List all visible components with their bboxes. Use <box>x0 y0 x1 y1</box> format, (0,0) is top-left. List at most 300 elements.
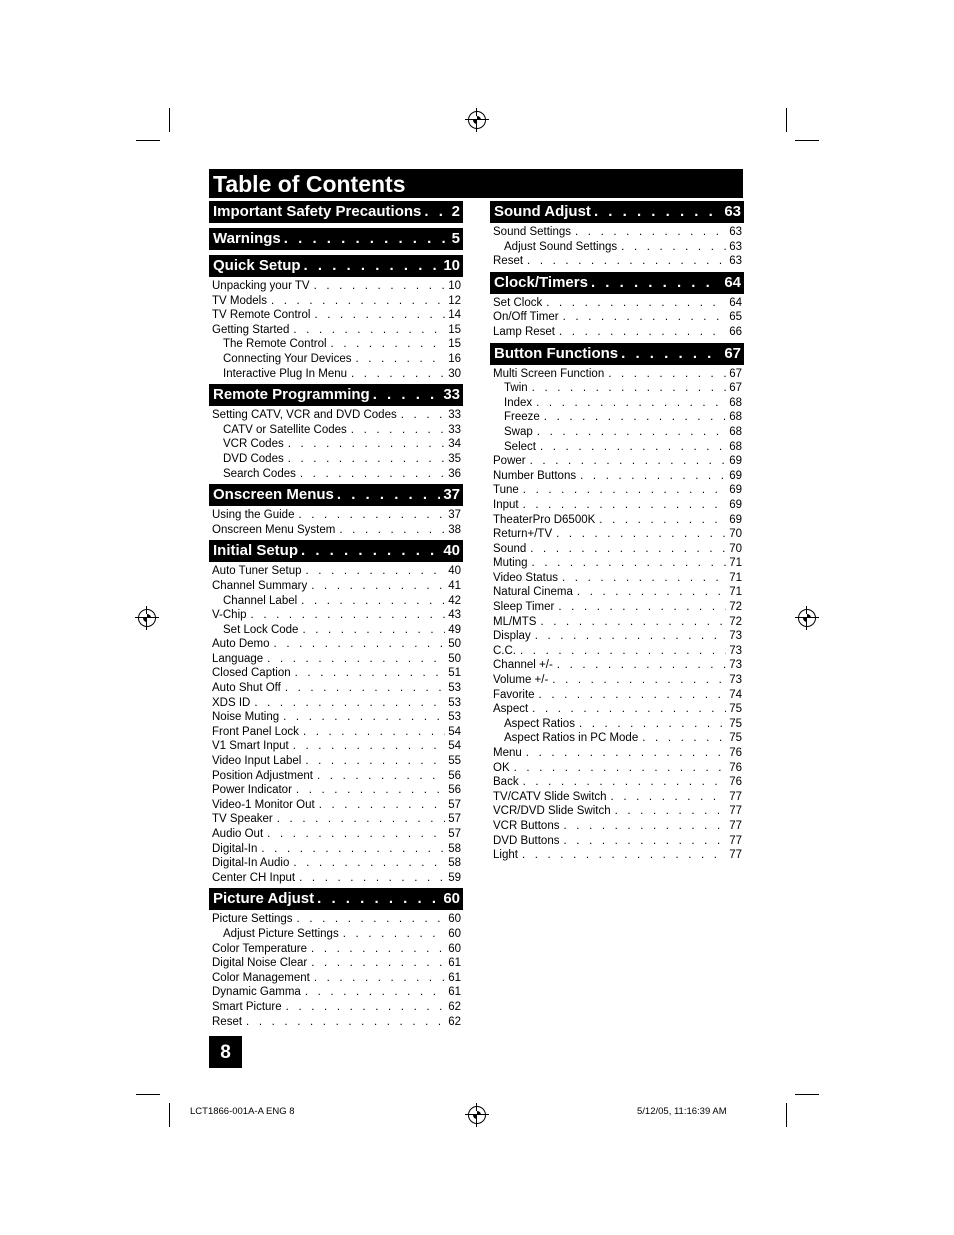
entry-label: Auto Shut Off <box>212 682 281 695</box>
entry-page: 75 <box>729 703 742 716</box>
entry-label: Adjust Sound Settings <box>504 240 618 253</box>
entry-label: Set Clock <box>493 296 543 309</box>
entry-label: Select <box>504 440 536 453</box>
toc-entry[interactable] <box>209 696 463 711</box>
entry-label: Search Codes <box>223 467 296 480</box>
dot-leader <box>293 323 445 338</box>
toc-entry[interactable] <box>209 452 463 467</box>
toc-entry[interactable] <box>490 702 744 717</box>
toc-entry[interactable] <box>209 798 463 813</box>
dot-leader <box>286 1000 445 1015</box>
toc-entry[interactable] <box>209 579 463 594</box>
section-header[interactable] <box>490 201 744 223</box>
entry-label: Sleep Timer <box>493 601 555 614</box>
dot-leader <box>337 484 440 506</box>
entry-page: 69 <box>729 513 742 526</box>
toc-section <box>209 888 463 1029</box>
section-title: Button Functions <box>494 344 619 362</box>
dot-leader <box>557 658 726 673</box>
toc-entry[interactable] <box>490 254 744 269</box>
dot-leader <box>285 681 445 696</box>
section-header[interactable] <box>209 484 463 506</box>
dot-leader <box>295 666 445 681</box>
entry-page: 16 <box>448 352 461 365</box>
section-header[interactable] <box>490 272 744 294</box>
toc-entry[interactable] <box>209 352 463 367</box>
entry-label: Digital Noise Clear <box>212 957 308 970</box>
toc-section <box>209 255 463 381</box>
entry-label: Light <box>493 849 518 862</box>
entry-label: VCR/DVD Slide Switch <box>493 805 611 818</box>
dot-leader <box>615 804 726 819</box>
entry-label: Display <box>493 630 531 643</box>
dot-leader <box>300 467 445 482</box>
entry-label: VCR Codes <box>223 438 284 451</box>
entry-page: 58 <box>448 857 461 870</box>
dot-leader <box>319 798 445 813</box>
toc-entry[interactable] <box>209 594 463 609</box>
toc-entry[interactable] <box>490 731 744 746</box>
crop-mark <box>169 1103 170 1127</box>
toc-entry[interactable] <box>209 971 463 986</box>
section-page: 5 <box>451 230 460 247</box>
entry-label: Onscreen Menu System <box>212 523 336 536</box>
dot-leader <box>293 856 445 871</box>
toc-entry[interactable] <box>209 337 463 352</box>
entry-page: 61 <box>448 971 461 984</box>
entry-label: Tune <box>493 484 519 497</box>
toc-entry[interactable] <box>209 827 463 842</box>
toc-entry[interactable] <box>490 483 744 498</box>
toc-entry[interactable] <box>209 508 463 523</box>
entry-label: Muting <box>493 557 528 570</box>
toc-entry[interactable] <box>490 425 744 440</box>
toc-entry[interactable] <box>209 739 463 754</box>
dot-leader <box>283 710 445 725</box>
entry-page: 68 <box>729 440 742 453</box>
toc-entry[interactable] <box>209 523 463 538</box>
entry-page: 54 <box>448 740 461 753</box>
entry-label: V-Chip <box>212 609 247 622</box>
dot-leader <box>552 673 726 688</box>
dot-leader <box>562 571 726 586</box>
dot-leader <box>343 927 445 942</box>
entry-page: 35 <box>448 452 461 465</box>
crop-mark <box>795 1094 819 1095</box>
toc-entry[interactable] <box>490 658 744 673</box>
entry-label: Front Panel Lock <box>212 725 299 738</box>
entry-label: Sound <box>493 542 527 555</box>
toc-entry[interactable] <box>490 556 744 571</box>
section-header[interactable] <box>490 343 744 365</box>
toc-entry[interactable] <box>209 985 463 1000</box>
entry-page: 59 <box>448 871 461 884</box>
dot-leader <box>580 469 726 484</box>
entry-page: 77 <box>729 790 742 803</box>
entry-page: 67 <box>729 382 742 395</box>
toc-entry[interactable] <box>209 467 463 482</box>
entry-label: Interactive Plug In Menu <box>223 367 348 380</box>
entry-page: 51 <box>448 667 461 680</box>
section-header[interactable] <box>209 201 463 223</box>
entry-page: 55 <box>448 755 461 768</box>
toc-entry[interactable] <box>490 498 744 513</box>
entry-page: 58 <box>448 842 461 855</box>
entry-list <box>209 912 463 1029</box>
entry-label: Color Management <box>212 971 310 984</box>
dot-leader <box>532 381 726 396</box>
entry-label: Color Temperature <box>212 942 308 955</box>
toc-entry[interactable] <box>490 804 744 819</box>
dot-leader <box>591 272 721 294</box>
dot-leader <box>311 579 445 594</box>
entry-label: The Remote Control <box>223 338 327 351</box>
dot-leader <box>299 871 445 886</box>
section-page: 63 <box>724 203 741 220</box>
toc-entry[interactable] <box>209 652 463 667</box>
entry-page: 62 <box>448 1000 461 1013</box>
toc-entry[interactable] <box>490 367 744 382</box>
section-title: Picture Adjust <box>213 890 315 908</box>
entry-page: 66 <box>729 325 742 338</box>
entry-page: 72 <box>729 615 742 628</box>
entry-label: Dynamic Gamma <box>212 986 301 999</box>
toc-entry[interactable] <box>490 296 744 311</box>
toc-entry[interactable] <box>490 775 744 790</box>
toc-entry[interactable] <box>490 469 744 484</box>
dot-leader <box>526 746 726 761</box>
section-page: 2 <box>451 203 460 220</box>
section-header[interactable] <box>209 888 463 910</box>
toc-entry[interactable] <box>209 608 463 623</box>
entry-label: Audio Out <box>212 828 264 840</box>
entry-page: 60 <box>448 942 461 955</box>
entry-label: Lamp Reset <box>493 325 556 338</box>
toc-entry[interactable] <box>490 240 744 255</box>
entry-label: Smart Picture <box>212 1000 282 1013</box>
toc-entry[interactable] <box>490 848 744 863</box>
section-title: Warnings <box>213 230 281 247</box>
entry-label: Closed Caption <box>212 667 291 680</box>
entry-label: DVD Codes <box>223 452 284 465</box>
dot-leader <box>559 325 726 340</box>
entry-page: 54 <box>448 725 461 738</box>
dot-leader <box>523 483 726 498</box>
dot-leader <box>424 201 448 223</box>
entry-page: 53 <box>448 682 461 695</box>
entry-label: Aspect Ratios in PC Mode <box>504 732 639 745</box>
toc-entry[interactable] <box>209 812 463 827</box>
toc-entry[interactable] <box>490 454 744 469</box>
dot-leader <box>254 696 445 711</box>
toc-entry[interactable] <box>490 600 744 615</box>
toc-entry[interactable] <box>209 927 463 942</box>
section-title: Quick Setup <box>213 257 301 274</box>
dot-leader <box>304 255 441 277</box>
dot-leader <box>303 725 445 740</box>
dot-leader <box>267 652 445 667</box>
entry-label: Freeze <box>504 411 540 424</box>
entry-page: 42 <box>448 594 461 607</box>
toc-entry[interactable] <box>209 783 463 798</box>
entry-label: Index <box>504 396 533 409</box>
toc-entry[interactable] <box>490 571 744 586</box>
dot-leader <box>575 225 726 240</box>
dot-leader <box>621 240 726 255</box>
dot-leader <box>642 731 726 746</box>
entry-label: Adjust Picture Settings <box>223 927 339 940</box>
toc-entry[interactable] <box>490 542 744 557</box>
entry-label: TV Speaker <box>212 813 273 826</box>
entry-page: 69 <box>729 469 742 482</box>
entry-page: 77 <box>729 834 742 847</box>
dot-leader <box>305 754 445 769</box>
toc-entry[interactable] <box>209 1000 463 1015</box>
entry-label: Center CH Input <box>212 871 296 884</box>
toc-entry[interactable] <box>490 585 744 600</box>
entry-page: 74 <box>729 688 742 701</box>
dot-leader <box>288 437 445 452</box>
entry-page: 68 <box>729 425 742 438</box>
entry-page: 73 <box>729 644 742 657</box>
entry-page: 77 <box>729 819 742 832</box>
entry-label: Auto Tuner Setup <box>212 565 302 578</box>
entry-label: Channel Summary <box>212 579 308 592</box>
dot-leader <box>314 279 445 294</box>
entry-page: 60 <box>448 913 461 926</box>
dot-leader <box>356 352 446 367</box>
entry-list <box>490 367 744 863</box>
toc-entry[interactable] <box>490 629 744 644</box>
section-header[interactable] <box>209 540 463 562</box>
page-title: Table of Contents <box>209 169 743 198</box>
entry-page: 50 <box>448 638 461 651</box>
entry-label: Picture Settings <box>212 913 293 926</box>
page-number: 8 <box>209 1036 242 1068</box>
toc-entry[interactable] <box>490 325 744 340</box>
entry-page: 33 <box>448 423 461 436</box>
toc-entry[interactable] <box>490 688 744 703</box>
registration-mark-icon <box>468 111 486 129</box>
dot-leader <box>535 629 726 644</box>
entry-label: Reset <box>212 1015 243 1028</box>
entry-label: Twin <box>504 382 528 395</box>
entry-page: 77 <box>729 849 742 862</box>
footer-doc-id: LCT1866-001A-A ENG 8 <box>190 1106 295 1117</box>
entry-label: XDS ID <box>212 696 251 709</box>
toc-entry[interactable] <box>209 666 463 681</box>
toc-entry[interactable] <box>209 637 463 652</box>
toc-entry[interactable] <box>209 294 463 309</box>
dot-leader <box>317 769 445 784</box>
toc-entry[interactable] <box>490 615 744 630</box>
dot-leader <box>530 454 726 469</box>
entry-label: Setting CATV, VCR and DVD Codes <box>212 409 397 422</box>
section-header[interactable] <box>209 255 463 277</box>
toc-section <box>209 540 463 885</box>
entry-label: TheaterPro D6500K <box>493 513 596 526</box>
entry-page: 67 <box>729 367 742 380</box>
dot-leader <box>563 834 726 849</box>
entry-page: 68 <box>729 411 742 424</box>
toc-entry[interactable] <box>490 644 744 659</box>
toc-entry[interactable] <box>209 367 463 382</box>
toc-entry[interactable] <box>209 623 463 638</box>
entry-label: V1 Smart Input <box>212 740 289 753</box>
section-header[interactable] <box>209 228 463 250</box>
dot-leader <box>305 985 445 1000</box>
toc-entry[interactable] <box>490 440 744 455</box>
toc-entry[interactable] <box>209 564 463 579</box>
dot-leader <box>556 527 726 542</box>
toc-entry[interactable] <box>490 396 744 411</box>
entry-label: On/Off Timer <box>493 311 559 324</box>
entry-label: Input <box>493 498 519 511</box>
toc-section <box>209 484 463 537</box>
entry-page: 77 <box>729 805 742 818</box>
toc-entry[interactable] <box>209 856 463 871</box>
toc-entry[interactable] <box>209 279 463 294</box>
toc-entry[interactable] <box>490 761 744 776</box>
entry-label: Return+/TV <box>493 528 553 541</box>
entry-label: Channel Label <box>223 594 298 607</box>
entry-page: 62 <box>448 1015 461 1028</box>
entry-page: 73 <box>729 659 742 672</box>
toc-entry[interactable] <box>490 381 744 396</box>
entry-label: C.C. <box>493 644 516 657</box>
toc-entry[interactable] <box>209 308 463 323</box>
toc-entry[interactable] <box>209 725 463 740</box>
dot-leader <box>373 384 441 406</box>
toc-entry[interactable] <box>490 746 744 761</box>
entry-label: Power <box>493 455 526 468</box>
entry-label: Set Lock Code <box>223 623 299 636</box>
entry-page: 57 <box>448 798 461 811</box>
entry-label: Back <box>493 776 519 789</box>
entry-page: 64 <box>729 296 742 309</box>
dot-leader <box>311 956 445 971</box>
toc-entry[interactable] <box>490 225 744 240</box>
section-header[interactable] <box>209 384 463 406</box>
dot-leader <box>540 440 726 455</box>
dot-leader <box>536 396 726 411</box>
dot-leader <box>563 310 726 325</box>
entry-label: Favorite <box>493 688 535 701</box>
entry-label: TV/CATV Slide Switch <box>493 790 607 803</box>
entry-page: 43 <box>448 609 461 622</box>
dot-leader <box>539 688 726 703</box>
entry-label: Using the Guide <box>212 509 295 522</box>
dot-leader <box>311 942 445 957</box>
entry-page: 68 <box>729 396 742 409</box>
toc-entry[interactable] <box>209 1015 463 1030</box>
section-page: 33 <box>443 386 460 404</box>
toc-entry[interactable] <box>209 710 463 725</box>
dot-leader <box>544 410 726 425</box>
section-title: Sound Adjust <box>494 203 591 220</box>
toc-entry[interactable] <box>209 942 463 957</box>
dot-leader <box>577 585 726 600</box>
dot-leader <box>314 971 445 986</box>
entry-label: Digital-In <box>212 842 258 855</box>
dot-leader <box>297 912 445 927</box>
entry-page: 50 <box>448 652 461 665</box>
toc-entry[interactable] <box>490 673 744 688</box>
toc-entry[interactable] <box>209 423 463 438</box>
entry-label: Swap <box>504 425 533 438</box>
section-page: 37 <box>443 486 460 504</box>
toc-entry[interactable] <box>209 912 463 927</box>
section-page: 40 <box>443 542 460 560</box>
crop-mark <box>786 1103 787 1127</box>
entry-label: Unpacking your TV <box>212 280 310 292</box>
section-title: Onscreen Menus <box>213 486 334 504</box>
toc-entry[interactable] <box>209 323 463 338</box>
toc-entry[interactable] <box>490 527 744 542</box>
dot-leader <box>288 452 445 467</box>
toc-entry[interactable] <box>209 871 463 886</box>
footer-timestamp: 5/12/05, 11:16:39 AM <box>637 1106 727 1117</box>
entry-page: 15 <box>448 338 461 351</box>
dot-leader <box>301 594 445 609</box>
toc-entry[interactable] <box>490 819 744 834</box>
dot-leader <box>608 367 726 382</box>
toc-entry[interactable] <box>209 769 463 784</box>
toc-entry[interactable] <box>209 956 463 971</box>
entry-page: 76 <box>729 761 742 774</box>
dot-leader <box>267 827 445 842</box>
entry-page: 33 <box>448 409 461 422</box>
entry-page: 73 <box>729 630 742 643</box>
toc-right-column <box>490 201 744 863</box>
toc-section <box>209 201 463 223</box>
entry-label: Auto Demo <box>212 638 270 651</box>
entry-label: Position Adjustment <box>212 769 314 782</box>
entry-page: 53 <box>448 696 461 709</box>
dot-leader <box>277 812 445 827</box>
dot-leader <box>523 498 726 513</box>
entry-page: 15 <box>448 323 461 336</box>
toc-entry[interactable] <box>490 410 744 425</box>
toc-entry[interactable] <box>490 717 744 732</box>
dot-leader <box>306 564 445 579</box>
toc-entry[interactable] <box>490 513 744 528</box>
crop-mark <box>169 108 170 132</box>
entry-page: 40 <box>448 565 461 578</box>
toc-entry[interactable] <box>209 437 463 452</box>
entry-page: 60 <box>448 927 461 940</box>
toc-entry[interactable] <box>209 754 463 769</box>
toc-entry[interactable] <box>209 842 463 857</box>
toc-entry[interactable] <box>209 681 463 696</box>
dot-leader <box>621 343 721 365</box>
entry-page: 34 <box>448 438 461 451</box>
toc-entry[interactable] <box>209 408 463 423</box>
dot-leader <box>401 408 445 423</box>
dot-leader <box>246 1015 445 1030</box>
entry-page: 56 <box>448 784 461 797</box>
crop-mark <box>136 140 160 141</box>
entry-list <box>209 564 463 885</box>
dot-leader <box>251 608 445 623</box>
toc-entry[interactable] <box>490 790 744 805</box>
toc-entry[interactable] <box>490 834 744 849</box>
entry-label: CATV or Satellite Codes <box>223 423 347 436</box>
entry-page: 57 <box>448 828 461 840</box>
toc-entry[interactable] <box>490 310 744 325</box>
dot-leader <box>537 425 726 440</box>
registration-mark-icon <box>138 609 156 627</box>
